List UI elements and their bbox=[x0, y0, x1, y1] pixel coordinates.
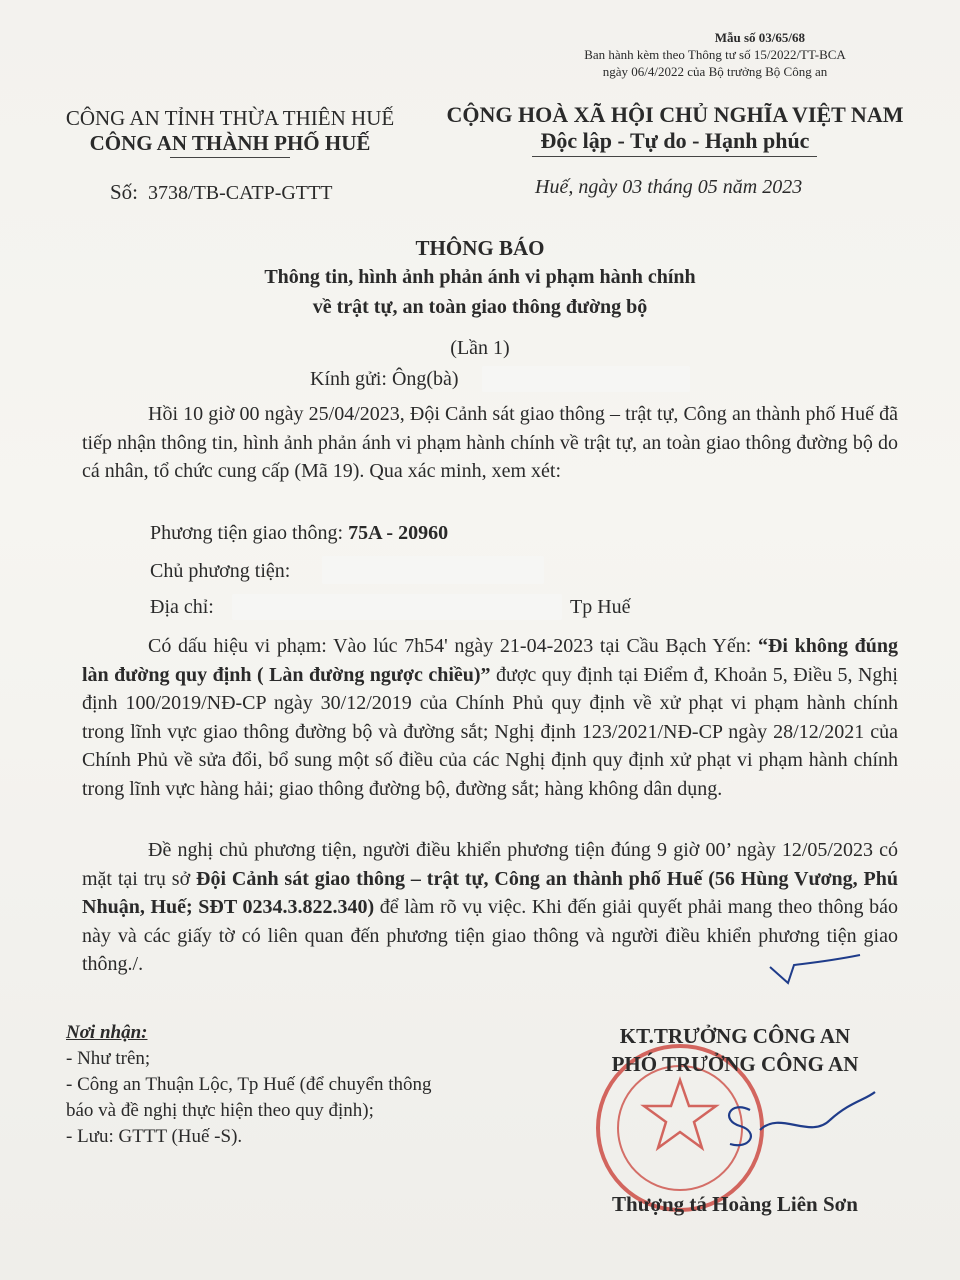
violation-text: “Đi không đúng làn đường quy định ( Làn đường ngược chiều)” bbox=[82, 635, 898, 686]
agency-parent: CÔNG AN TỈNH THỪA THIÊN HUẾ bbox=[65, 106, 395, 130]
country-name: CỘNG HOÀ XÃ HỘI CHỦ NGHĨA VIỆT NAM bbox=[446, 102, 904, 127]
paragraph-summons: Đề nghị chủ phương tiện, người điều khiển phương tiện đúng 9 giờ 00’ ngày 12/05/2023 có mặt tại trụ sở Đội Cảnh sát giao thông – trật tự, Công an thành phố Huế (56 Hùng Vương, Phú Nhuận, Huế; SĐT 0234.3.822.340) để làm rõ vụ việc. Khi đến giải quyết phải mang theo thông báo này và các giấy tờ có liên quan đến phương tiện giao thông và người điều khiển phương tiện giao thông./. bbox=[82, 839, 898, 976]
redaction-box bbox=[322, 556, 544, 584]
vehicle-field: Phương tiện giao thông: 75A - 20960 bbox=[150, 522, 449, 544]
redaction-box bbox=[482, 366, 690, 392]
redaction-box bbox=[232, 594, 562, 620]
form-note: Ban hành kèm theo Thông tư số 15/2022/TT-BCA ngày 06/4/2022 của Bộ trưởng Bộ Công an bbox=[584, 47, 846, 79]
national-motto: Độc lập - Tự do - Hạnh phúc bbox=[540, 128, 810, 153]
notice-round: (Lần 1) bbox=[450, 337, 510, 359]
doc-subtitle-1: Thông tin, hình ảnh phản ánh vi phạm hành chính bbox=[264, 266, 696, 288]
document-number: Số: 3738/TB-CATP-GTTT bbox=[110, 180, 333, 204]
owner-field: Chủ phương tiện: bbox=[150, 560, 291, 582]
paragraph-intro: Hồi 10 giờ 00 ngày 25/04/2023, Đội Cảnh sát giao thông – trật tự, Công an thành phố Huế đã tiếp nhận thông tin, hình ảnh phản ánh vi phạm hành chính về trật tự, an toàn giao thông đường bộ do cá nhân, tổ chức cung cấp (Mã 19). Qua xác minh, xem xét: bbox=[82, 403, 898, 483]
agency-underline bbox=[170, 157, 290, 158]
signature-title: KT.TRƯỞNG CÔNG AN PHÓ TRƯỞNG CÔNG AN bbox=[611, 1024, 859, 1076]
national-title bbox=[440, 102, 910, 154]
place-date: Huế, ngày 03 tháng 05 năm 2023 bbox=[535, 176, 803, 198]
summons-place: Đội Cảnh sát giao thông – trật tự, Công an thành phố Huế (56 Hùng Vương, Phú Nhuận, Huế; SĐT 0234.3.822.340) bbox=[82, 867, 898, 919]
plate-number: 75A - 20960 bbox=[348, 522, 449, 544]
motto-underline bbox=[532, 156, 817, 157]
form-code: Mẫu số 03/65/68 bbox=[714, 30, 805, 45]
doc-subtitle-2: về trật tự, an toàn giao thông đường bộ bbox=[312, 296, 648, 318]
ink-scribble bbox=[760, 945, 870, 995]
signer-name: Thượng tá Hoàng Liên Sơn bbox=[612, 1192, 858, 1216]
doc-title: THÔNG BÁO bbox=[415, 236, 545, 260]
recipients-block: Nơi nhận: - Như trên; - Công an Thuận Lộc, Tp Huế (để chuyển thông báo và đề nghị thực hiện theo quy định); - Lưu: GTTT (Huế -S). bbox=[66, 1020, 506, 1150]
address-field: Địa chỉ: bbox=[150, 596, 214, 618]
recipients-heading: Nơi nhận: bbox=[66, 1022, 148, 1043]
agency-name: CÔNG AN THÀNH PHỐ HUẾ bbox=[89, 131, 371, 155]
address-tail: Tp Huế bbox=[570, 596, 631, 618]
paragraph-violation: Có dấu hiệu vi phạm: Vào lúc 7h54' ngày 21-04-2023 tại Cầu Bạch Yến: “Đi không đúng làn đường quy định ( Làn đường ngược chiều)” được quy định tại Điểm đ, Khoản 5, Điều 5, Nghị định 100/2019/NĐ-CP ngày 30/12/2019 của Chính Phủ quy định về xử phạt vi phạm hành chính trong lĩnh vực giao thông đường bộ và đường sắt; Nghị định 123/2021/NĐ-CP ngày 28/12/2021 của Chính Phủ về sửa đổi, bổ sung một số điều của các Nghị định quy định xử phạt vi phạm hành chính trong lĩnh vực hàng hải; giao thông đường bộ, đường sắt; hàng không dân dụng. bbox=[82, 635, 898, 800]
handwritten-signature bbox=[690, 1080, 880, 1160]
issuing-agency bbox=[55, 106, 405, 156]
greeting: Kính gửi: Ông(bà) bbox=[310, 368, 459, 390]
